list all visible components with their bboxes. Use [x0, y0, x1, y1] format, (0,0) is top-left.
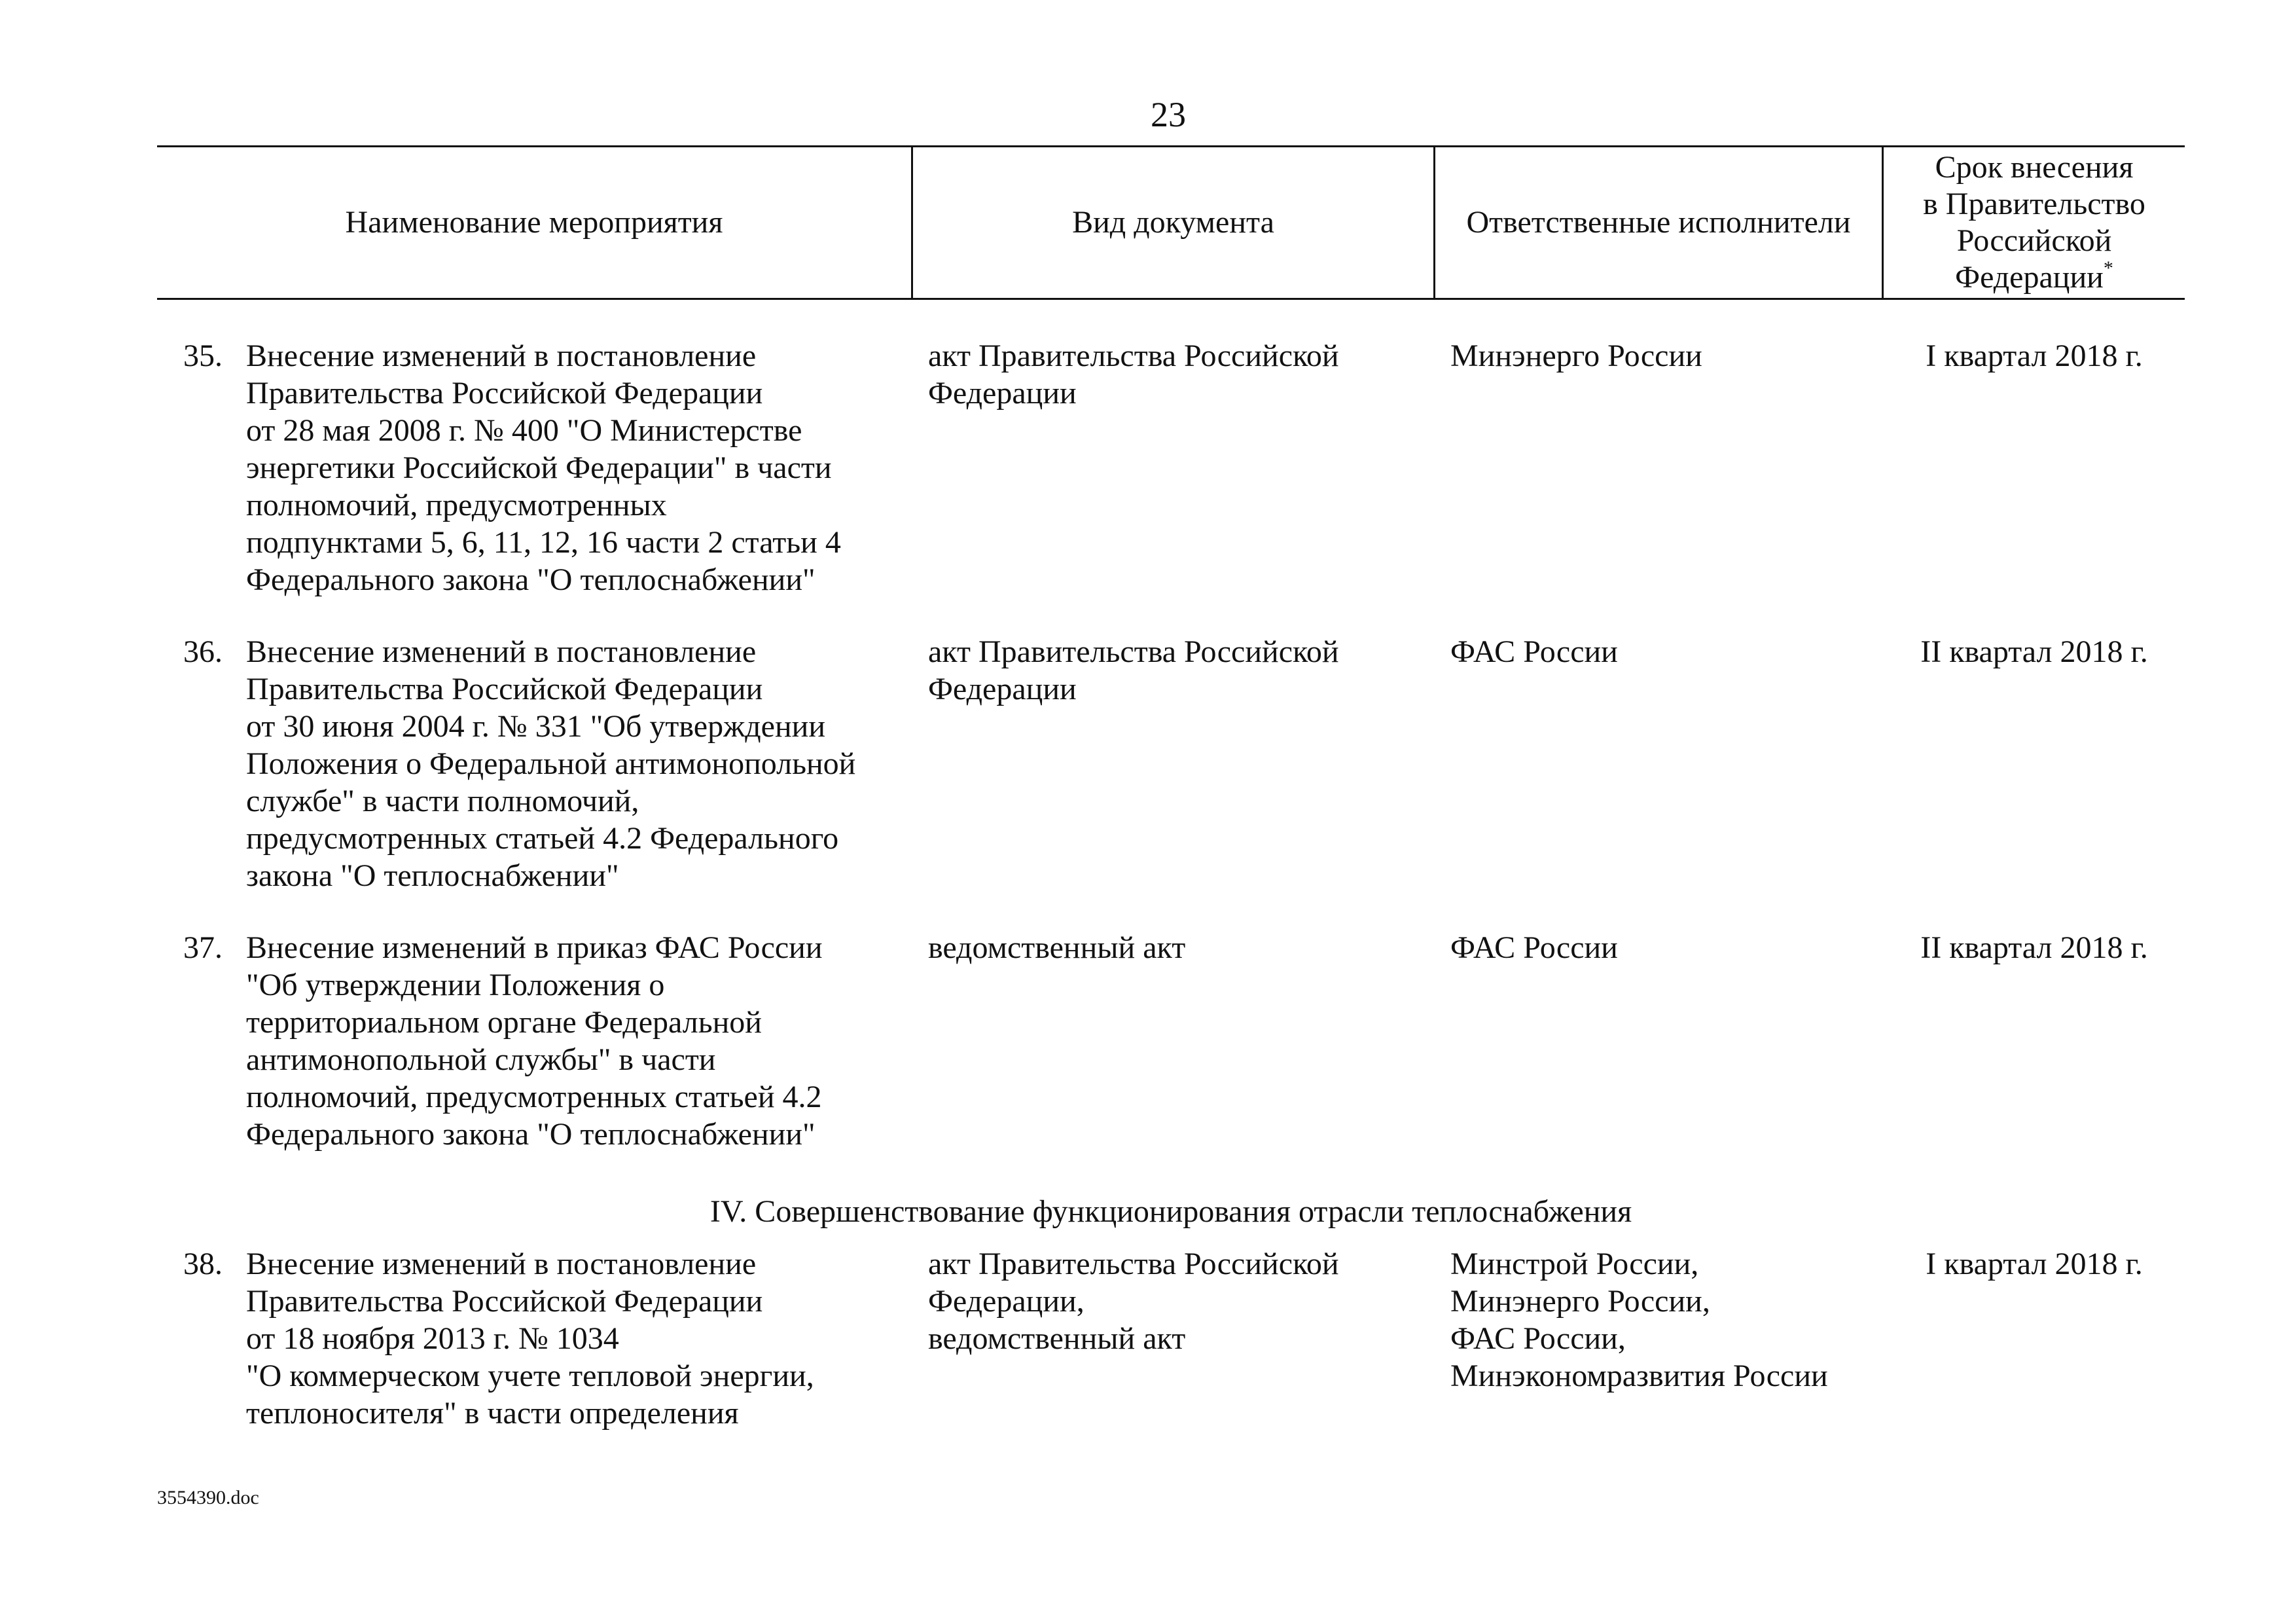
row-number: 36.	[183, 634, 223, 669]
document-type: ведомственный акт	[928, 930, 1186, 965]
page-number: 23	[1151, 95, 1186, 134]
row-number: 37.	[183, 930, 223, 965]
footnote-mark: *	[2103, 257, 2113, 279]
deadline: II квартал 2018 г.	[1920, 930, 2148, 965]
document-filename: 3554390.doc	[157, 1487, 259, 1508]
document-type: акт Правительства Российской Федерации	[928, 338, 1339, 410]
responsible-executors: ФАС России	[1450, 930, 1618, 965]
deadline: I квартал 2018 г.	[1926, 1247, 2143, 1281]
table-header-bottom-rule	[157, 298, 2185, 300]
row-number: 38.	[183, 1247, 223, 1281]
measure-name: Внесение изменений в постановление Правительства Российской Федерации от 28 мая 2008 г. № 400 "О Министерстве энергетики Российской Федерации" в части полномочий, предусмотренных подпунктами 5, 6, 11, 12, 16 части 2 статьи 4 Федерального закона "О теплоснабжении"	[246, 338, 841, 597]
section-title: IV. Совершенствование функционирования отрасли теплоснабжения	[709, 1194, 1632, 1229]
measure-name: Внесение изменений в приказ ФАС России "Об утверждении Положения о территориальном органе Федеральной антимонопольной службы" в части полномочий, предусмотренных статьей 4.2 Федерального закона "О теплоснабжении"	[246, 930, 823, 1152]
deadline: I квартал 2018 г.	[1926, 338, 2143, 373]
column-header-responsible: Ответственные исполнители	[1466, 204, 1851, 240]
document-type: акт Правительства Российской Федерации	[928, 634, 1339, 706]
measure-name: Внесение изменений в постановление Правительства Российской Федерации от 30 июня 2004 г. № 331 "Об утверждении Положения о Федеральной антимонопольной службе" в части полномочий, предусмотренных статьей 4.2 Федерального закона "О теплоснабжении"	[246, 634, 856, 893]
column-header-name: Наименование мероприятия	[345, 204, 723, 240]
responsible-executors: ФАС России	[1450, 634, 1618, 669]
document-type: акт Правительства Российской Федерации, ведомственный акт	[928, 1247, 1339, 1356]
deadline: II квартал 2018 г.	[1920, 634, 2148, 669]
column-header-deadline	[1884, 147, 2185, 298]
column-header-document-type: Вид документа	[1072, 204, 1274, 240]
responsible-executors: Минстрой России, Минэнерго России, ФАС России, Минэкономразвития России	[1450, 1247, 1828, 1393]
deadline-header-text: Срок внесения в Правительство Российской Федерации	[1923, 149, 2145, 295]
responsible-executors: Минэнерго России	[1450, 338, 1702, 373]
measure-name: Внесение изменений в постановление Правительства Российской Федерации от 18 ноября 2013 г. № 1034 "О коммерческом учете тепловой энергии, теплоносителя" в части определения	[246, 1247, 814, 1431]
row-number: 35.	[183, 338, 223, 373]
